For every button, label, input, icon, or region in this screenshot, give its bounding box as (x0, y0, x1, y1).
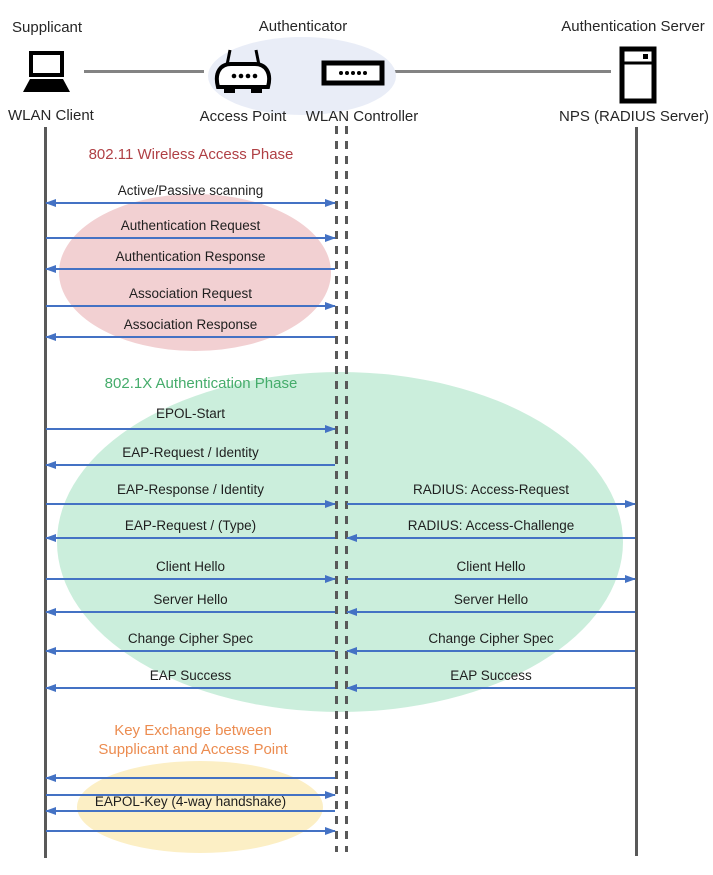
arrow-eap-success-left (46, 687, 335, 689)
lifeline-nps (635, 127, 638, 856)
node-access-point: Access Point (199, 108, 287, 125)
label-epol-start: EPOL-Start (155, 406, 226, 421)
label-radius-access-challenge: RADIUS: Access-Challenge (407, 518, 575, 533)
server-icon (619, 46, 657, 104)
arrowhead-right (325, 302, 336, 310)
arrowhead-right (625, 500, 636, 508)
phase-title-key-exchange (62, 721, 324, 759)
node-wlan-controller: WLAN Controller (305, 108, 419, 125)
connector-client-ap (84, 70, 204, 73)
role-supplicant: Supplicant (12, 19, 83, 36)
arrow-radius-access-challenge (347, 537, 635, 539)
arrowhead-left (45, 333, 56, 341)
arrow-eap-request-type (46, 537, 335, 539)
arrowhead-left (346, 534, 357, 542)
label-authentication-response: Authentication Response (115, 249, 266, 264)
arrow-change-cipher-spec-right (347, 650, 635, 652)
arrow-authentication-response (46, 268, 335, 270)
arrowhead-left (45, 608, 56, 616)
arrow-association-request (46, 305, 335, 307)
arrow-authentication-request (46, 237, 335, 239)
arrowhead-right (325, 199, 336, 207)
label-eap-success-left: EAP Success (149, 668, 232, 683)
wlan-controller-icon (321, 60, 385, 86)
arrowhead-right (325, 575, 336, 583)
label-eap-success-right: EAP Success (450, 668, 532, 683)
arrowhead-right (325, 234, 336, 242)
laptop-icon (14, 50, 78, 96)
label-authentication-request: Authentication Request (120, 218, 261, 233)
arrowhead-left (45, 199, 56, 207)
role-authentication-server: Authentication Server (561, 18, 705, 35)
arrowhead-left (346, 684, 357, 692)
arrowhead-left (45, 647, 56, 655)
arrow-client-hello-left (46, 578, 335, 580)
arrow-client-hello-right (347, 578, 635, 580)
role-authenticator: Authenticator (258, 18, 348, 35)
arrow-epol-start (46, 428, 335, 430)
label-client-hello-right: Client Hello (456, 559, 526, 574)
arrow-association-response (46, 336, 335, 338)
arrowhead-left (45, 461, 56, 469)
arrowhead-left (346, 647, 357, 655)
arrow-eapol-key-msg4 (46, 830, 335, 832)
key-exchange-title-line2: Supplicant and Access Point (98, 741, 288, 758)
arrow-change-cipher-spec-left (46, 650, 335, 652)
arrow-active-passive-scanning (46, 202, 335, 204)
arrowhead-right (625, 575, 636, 583)
arrow-radius-access-request (347, 503, 635, 505)
access-point-icon (211, 48, 275, 98)
label-radius-access-request: RADIUS: Access-Request (412, 482, 570, 497)
phase-8021x-ellipse (57, 372, 623, 712)
label-eap-response-identity: EAP-Response / Identity (116, 482, 265, 497)
arrowhead-left (45, 684, 56, 692)
label-eap-request-type: EAP-Request / (Type) (124, 518, 257, 533)
phase-title-80211: 802.11 Wireless Access Phase (88, 146, 294, 163)
node-nps-radius-server: NPS (RADIUS Server) (558, 108, 710, 125)
arrow-eap-response-identity (46, 503, 335, 505)
arrowhead-right (325, 425, 336, 433)
node-wlan-client: WLAN Client (8, 107, 94, 124)
arrow-eap-success-right (347, 687, 635, 689)
label-eapol-key: EAPOL-Key (4-way handshake) (94, 794, 287, 809)
arrow-eapol-key-msg1 (46, 777, 335, 779)
arrowhead-left (45, 265, 56, 273)
label-association-response: Association Response (123, 317, 258, 332)
label-association-request: Association Request (128, 286, 253, 301)
label-client-hello-left: Client Hello (155, 559, 226, 574)
connector-controller-server (393, 70, 611, 73)
arrowhead-left (346, 608, 357, 616)
arrow-server-hello-right (347, 611, 635, 613)
arrowhead-left (45, 534, 56, 542)
arrow-eapol-key-msg3 (46, 810, 335, 812)
arrow-eap-request-identity (46, 464, 335, 466)
key-exchange-title-line1: Key Exchange between (114, 722, 272, 739)
label-eap-request-identity: EAP-Request / Identity (122, 445, 259, 460)
label-change-cipher-spec-left: Change Cipher Spec (127, 631, 254, 646)
arrowhead-right (325, 827, 336, 835)
label-server-hello-left: Server Hello (153, 592, 228, 607)
arrow-server-hello-left (46, 611, 335, 613)
label-server-hello-right: Server Hello (453, 592, 529, 607)
arrowhead-right (325, 500, 336, 508)
phase-title-8021x: 802.1X Authentication Phase (104, 375, 298, 392)
label-active-passive-scanning: Active/Passive scanning (117, 183, 264, 198)
arrowhead-left (45, 774, 56, 782)
label-change-cipher-spec-right: Change Cipher Spec (428, 631, 554, 646)
